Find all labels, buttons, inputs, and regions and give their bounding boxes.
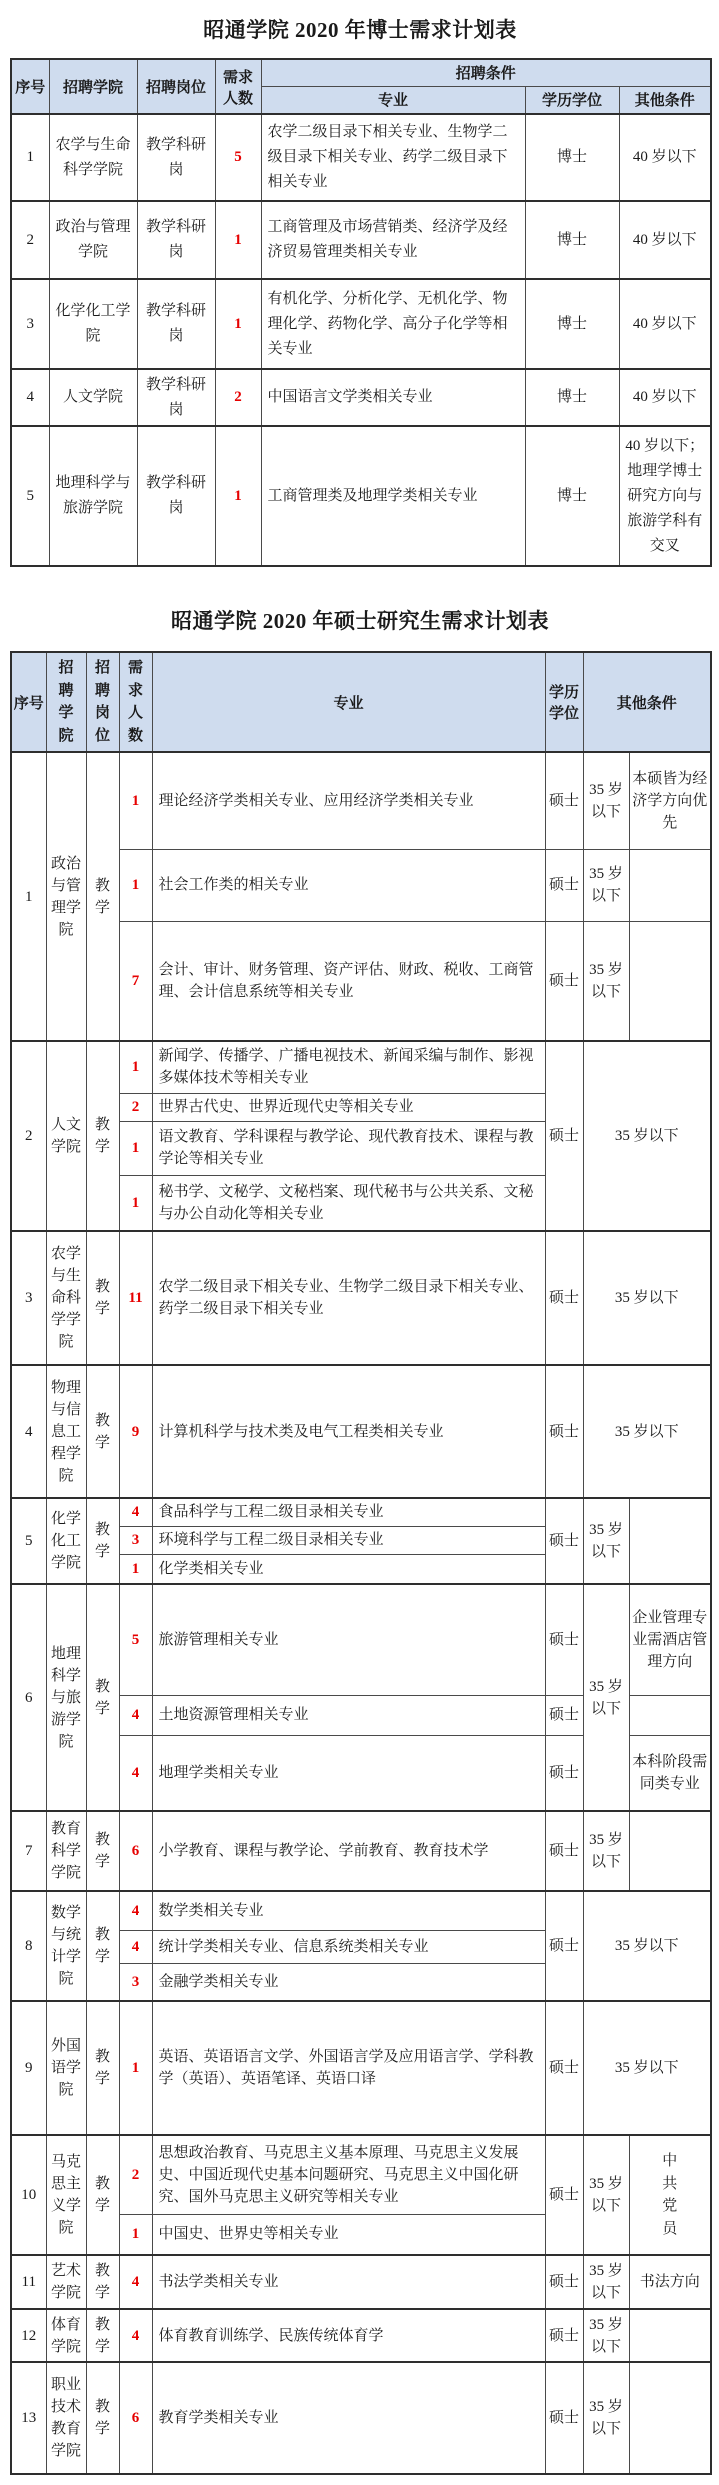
cell-count: 1: [215, 201, 261, 279]
masters-table: [10, 651, 712, 2475]
cell-extra: [629, 1811, 711, 1891]
cell-count: 1: [119, 2214, 152, 2255]
cell-count: 1: [119, 1041, 152, 1093]
table-row: [11, 426, 711, 566]
cell-count: 9: [119, 1365, 152, 1498]
header-degree: 学历学位: [525, 86, 619, 114]
cell-college: 物理与信息工程学院: [46, 1365, 86, 1498]
cell-seq: 2: [11, 1041, 46, 1231]
cell-major: 食品科学与工程二级目录相关专业: [152, 1498, 545, 1526]
cell-post: 教学科研岗: [137, 426, 215, 566]
cell-college: 教育科学学院: [46, 1811, 86, 1891]
table-row: [11, 114, 711, 201]
cell-count: 4: [119, 1891, 152, 1930]
cell-post: 教学: [86, 1231, 119, 1365]
header-college: 招聘学院: [49, 59, 137, 114]
vertical-header-text: 需求人数: [127, 660, 143, 744]
cell-seq: 2: [11, 201, 49, 279]
cell-major: 体育教育训练学、民族传统体育学: [152, 2309, 545, 2362]
cell-other: 40 岁以下: [619, 114, 711, 201]
cell-major: 世界古代史、世界近现代史等相关专业: [152, 1093, 545, 1121]
cell-degree: 硕士: [545, 2001, 583, 2135]
cell-major: 农学二级目录下相关专业、生物学二级目录下相关专业、药学二级目录下相关专业: [152, 1231, 545, 1365]
table-row: [11, 1584, 711, 1695]
cell-extra: [629, 2362, 711, 2474]
header-post: 招聘岗位: [137, 59, 215, 114]
cell-degree: 博士: [525, 279, 619, 369]
cell-count: 1: [215, 279, 261, 369]
cell-seq: 8: [11, 1891, 46, 2001]
header-seq: 序号: [11, 59, 49, 114]
cell-major: 工商管理及市场营销类、经济学及经济贸易管理类相关专业: [261, 201, 525, 279]
cell-count: 4: [119, 1930, 152, 1963]
cell-college: 体育学院: [46, 2309, 86, 2362]
cell-college: 农学与生命科学学院: [46, 1231, 86, 1365]
table-row: [11, 752, 711, 849]
cell-major: 中国语言文学类相关专业: [261, 369, 525, 426]
cell-post: 教学: [86, 1811, 119, 1891]
cell-college: 政治与管理学院: [46, 752, 86, 1041]
cell-count: 3: [119, 1526, 152, 1554]
cell-degree: 硕士: [545, 921, 583, 1041]
cell-age: 35 岁以下: [583, 1231, 711, 1365]
cell-extra: [629, 849, 711, 921]
cell-college: 外国语学院: [46, 2001, 86, 2135]
cell-degree: 硕士: [545, 1735, 583, 1811]
cell-major: 秘书学、文秘学、文秘档案、现代秘书与公共关系、文秘与办公自动化等相关专业: [152, 1175, 545, 1231]
cell-major: 新闻学、传播学、广播电视技术、新闻采编与制作、影视多媒体技术等相关专业: [152, 1041, 545, 1093]
cell-extra: 本硕皆为经济学方向优先: [629, 752, 711, 849]
table-row: [11, 2001, 711, 2135]
cell-major: 中国史、世界史等相关专业: [152, 2214, 545, 2255]
cell-extra: 本科阶段需同类专业: [629, 1735, 711, 1811]
cell-count: 1: [119, 752, 152, 849]
cell-age: 35 岁以下: [583, 1811, 629, 1891]
cell-degree: 硕士: [545, 1231, 583, 1365]
cell-seq: 4: [11, 369, 49, 426]
table-row: [11, 1231, 711, 1365]
cell-count: 6: [119, 1811, 152, 1891]
cell-count: 4: [119, 1498, 152, 1526]
cell-degree: 硕士: [545, 752, 583, 849]
cell-college: 马克思主义学院: [46, 2135, 86, 2255]
table-row: [11, 201, 711, 279]
cell-count: 4: [119, 2309, 152, 2362]
cell-degree: 硕士: [545, 1498, 583, 1584]
cell-college: 职业技术教育学院: [46, 2362, 86, 2474]
cell-other: 40 岁以下: [619, 279, 711, 369]
cell-major: 教育学类相关专业: [152, 2362, 545, 2474]
cell-post: 教学: [86, 2255, 119, 2309]
cell-count: 2: [119, 1093, 152, 1121]
cell-seq: 10: [11, 2135, 46, 2255]
cell-extra: [629, 921, 711, 1041]
header-major: 专业: [261, 86, 525, 114]
cell-major: 英语、英语语言文学、外国语言学及应用语言学、学科教学（英语）、英语笔译、英语口译: [152, 2001, 545, 2135]
cell-age: 35 岁以下: [583, 752, 629, 849]
cell-post: 教学: [86, 1891, 119, 2001]
table-row: [11, 1498, 711, 1526]
cell-age: 35 岁以下: [583, 2309, 629, 2362]
cell-other: 40 岁以下: [619, 369, 711, 426]
cell-seq: 7: [11, 1811, 46, 1891]
header-degree: 学历学位: [545, 652, 583, 752]
cell-major: 工商管理类及地理学类相关专业: [261, 426, 525, 566]
cell-major: 统计学类相关专业、信息系统类相关专业: [152, 1930, 545, 1963]
cell-age: 35 岁以下: [583, 2255, 629, 2309]
cell-post: 教学: [86, 2001, 119, 2135]
cell-degree: 硕士: [545, 849, 583, 921]
cell-extra: [629, 1498, 711, 1584]
cell-count: 1: [215, 426, 261, 566]
cell-count: 11: [119, 1231, 152, 1365]
cell-college: 政治与管理学院: [49, 201, 137, 279]
cell-college: 人文学院: [49, 369, 137, 426]
table-row: [11, 2135, 711, 2214]
cell-major: 旅游管理相关专业: [152, 1584, 545, 1695]
cell-major: 会计、审计、财务管理、资产评估、财政、税收、工商管理、会计信息系统等相关专业: [152, 921, 545, 1041]
cell-count: 5: [119, 1584, 152, 1695]
masters-table-title: 昭通学院 2020 年硕士研究生需求计划表: [171, 609, 549, 633]
cell-seq: 4: [11, 1365, 46, 1498]
cell-post: 教学: [86, 752, 119, 1041]
cell-count: 1: [119, 1554, 152, 1584]
cell-seq: 5: [11, 1498, 46, 1584]
cell-degree: 博士: [525, 114, 619, 201]
cell-count: 2: [215, 369, 261, 426]
cell-age: 35 岁以下: [583, 2135, 629, 2255]
cell-major: 思想政治教育、马克思主义基本原理、马克思主义发展史、中国近现代史基本问题研究、马克思主义中国化研究、国外马克思主义研究等相关专业: [152, 2135, 545, 2214]
cell-post: 教学: [86, 2362, 119, 2474]
cell-degree: 硕士: [545, 1041, 583, 1231]
cell-college: 地理科学与旅游学院: [46, 1584, 86, 1811]
cell-age: 35 岁以下: [583, 849, 629, 921]
table-row: [11, 2309, 711, 2362]
cell-seq: 12: [11, 2309, 46, 2362]
table-row: [11, 1811, 711, 1891]
header-college: [46, 652, 86, 752]
cell-major: 金融学类相关专业: [152, 1963, 545, 2001]
cell-count: 1: [119, 849, 152, 921]
cell-count: 5: [215, 114, 261, 201]
cell-seq: 5: [11, 426, 49, 566]
cell-count: 1: [119, 1175, 152, 1231]
vertical-header-text: 招聘学院: [58, 660, 74, 744]
header-other: 其他条件: [583, 652, 711, 752]
cell-major: 数学类相关专业: [152, 1891, 545, 1930]
cell-count: 1: [119, 2001, 152, 2135]
cell-post: 教学: [86, 1498, 119, 1584]
cell-college: 数学与统计学院: [46, 1891, 86, 2001]
cell-degree: 硕士: [545, 1695, 583, 1735]
cell-seq: 13: [11, 2362, 46, 2474]
cell-degree: 博士: [525, 426, 619, 566]
cell-seq: 3: [11, 1231, 46, 1365]
table-row: [11, 1041, 711, 1093]
table-row: [11, 1891, 711, 1930]
cell-post: 教学: [86, 1041, 119, 1231]
cell-seq: 9: [11, 2001, 46, 2135]
cell-seq: 11: [11, 2255, 46, 2309]
cell-post: 教学: [86, 2309, 119, 2362]
cell-age: 35 岁以下: [583, 1365, 711, 1498]
header-post: [86, 652, 119, 752]
cell-college: 化学化工学院: [49, 279, 137, 369]
cell-age: 35 岁以下: [583, 1498, 629, 1584]
cell-post: 教学科研岗: [137, 279, 215, 369]
masters-header-row: [11, 652, 711, 752]
cell-count: 2: [119, 2135, 152, 2214]
cell-age: 35 岁以下: [583, 1041, 711, 1231]
cell-count: 4: [119, 1695, 152, 1735]
vertical-header-text: 招聘岗位: [94, 660, 110, 744]
cell-seq: 6: [11, 1584, 46, 1811]
cell-major: 语文教育、学科课程与教学论、现代教育技术、课程与教学论等相关专业: [152, 1121, 545, 1175]
cell-count: 4: [119, 2255, 152, 2309]
cell-degree: 硕士: [545, 1365, 583, 1498]
cell-post: 教学科研岗: [137, 369, 215, 426]
cell-count: 6: [119, 2362, 152, 2474]
cell-count: 4: [119, 1735, 152, 1811]
cell-degree: 硕士: [545, 2135, 583, 2255]
cell-major: 地理学类相关专业: [152, 1735, 545, 1811]
table-row: [11, 1365, 711, 1498]
cell-major: 化学类相关专业: [152, 1554, 545, 1584]
cell-college: 人文学院: [46, 1041, 86, 1231]
cell-major: 环境科学与工程二级目录相关专业: [152, 1526, 545, 1554]
cell-post: 教学: [86, 1584, 119, 1811]
cell-degree: 博士: [525, 369, 619, 426]
cell-count: 7: [119, 921, 152, 1041]
cell-age: 35 岁以下: [583, 921, 629, 1041]
header-other: 其他条件: [619, 86, 711, 114]
cell-degree: 硕士: [545, 1811, 583, 1891]
cell-degree: 硕士: [545, 2309, 583, 2362]
table-row: [11, 2255, 711, 2309]
header-conditions: 招聘条件: [261, 59, 711, 86]
cell-seq: 3: [11, 279, 49, 369]
cell-age: 35 岁以下: [583, 1584, 629, 1811]
cell-other: 40 岁以下；地理学博士研究方向与旅游学科有交叉: [619, 426, 711, 566]
cell-other: 40 岁以下: [619, 201, 711, 279]
cell-major: 书法学类相关专业: [152, 2255, 545, 2309]
cell-major: 计算机科学与技术类及电气工程类相关专业: [152, 1365, 545, 1498]
cell-degree: 硕士: [545, 1891, 583, 2001]
cell-degree: 硕士: [545, 1584, 583, 1695]
cell-count: 1: [119, 1121, 152, 1175]
header-seq: 序号: [11, 652, 46, 752]
cell-seq: 1: [11, 752, 46, 1041]
cell-extra: [629, 1695, 711, 1735]
cell-age: 35 岁以下: [583, 2001, 711, 2135]
phd-table-title: 昭通学院 2020 年博士需求计划表: [203, 18, 517, 42]
table-row: [11, 2362, 711, 2474]
cell-post: 教学: [86, 1365, 119, 1498]
header-count: 需求人数: [215, 59, 261, 114]
cell-post: 教学: [86, 2135, 119, 2255]
cell-extra: [629, 2135, 711, 2255]
cell-extra: 企业管理专业需酒店管理方向: [629, 1584, 711, 1695]
cell-post: 教学科研岗: [137, 201, 215, 279]
table-row: [11, 369, 711, 426]
cell-degree: 硕士: [545, 2362, 583, 2474]
cell-college: 化学化工学院: [46, 1498, 86, 1584]
cell-major: 社会工作类的相关专业: [152, 849, 545, 921]
cell-age: 35 岁以下: [583, 1891, 711, 2001]
cell-major: 土地资源管理相关专业: [152, 1695, 545, 1735]
cell-extra: 书法方向: [629, 2255, 711, 2309]
cell-extra: [629, 2309, 711, 2362]
cell-college: 农学与生命科学学院: [49, 114, 137, 201]
table-row: [11, 279, 711, 369]
cell-degree: 硕士: [545, 2255, 583, 2309]
cell-major: 农学二级目录下相关专业、生物学二级目录下相关专业、药学二级目录下相关专业: [261, 114, 525, 201]
cell-major: 理论经济学类相关专业、应用经济学类相关专业: [152, 752, 545, 849]
header-count: [119, 652, 152, 752]
phd-header-row-1: [11, 59, 711, 86]
header-major: 专业: [152, 652, 545, 752]
cell-college: 艺术学院: [46, 2255, 86, 2309]
cell-degree: 博士: [525, 201, 619, 279]
cell-seq: 1: [11, 114, 49, 201]
cell-age: 35 岁以下: [583, 2362, 629, 2474]
cell-college: 地理科学与旅游学院: [49, 426, 137, 566]
cell-major: 小学教育、课程与教学论、学前教育、教育技术学: [152, 1811, 545, 1891]
cell-major: 有机化学、分析化学、无机化学、物理化学、药物化学、高分子化学等相关专业: [261, 279, 525, 369]
cell-post: 教学科研岗: [137, 114, 215, 201]
phd-table: [10, 58, 712, 567]
cell-count: 3: [119, 1963, 152, 2001]
vertical-text: 中共党员: [662, 2153, 678, 2237]
